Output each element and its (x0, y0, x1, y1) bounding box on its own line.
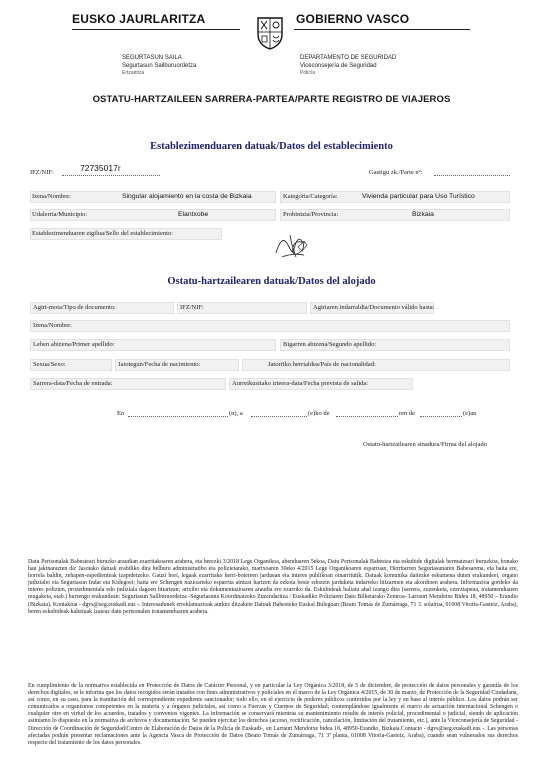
document-title: OSTATU-HARTZAILEEN SARRERA-PARTEA/PARTE REGISTRO DE VIAJEROS (92, 94, 451, 105)
gastigu-label: Gastigu zk./Parte nº: (369, 169, 423, 176)
document-type-label: Agiri-mota/Tipo de documento: (33, 304, 116, 311)
surname2-label: Bigarren abizena/Segundo apellido: (283, 341, 377, 348)
place-de2-label: ren de (399, 410, 416, 417)
province-value: Bizkaia (412, 211, 434, 218)
month-field[interactable] (336, 409, 398, 417)
header-rule-left (72, 29, 240, 30)
guest-section-title: Ostatu-hartzailearen datuak/Datos del alojado (167, 276, 376, 287)
legal-notice-spanish: En cumplimiento de la normativa establecida en Protección de Datos de Carácter Personal, y en particular la Ley Orgánica 3/2018, de 5 de diciembre, de protección de datos personales y garantía de los derechos digitales, se le informa que los datos recogidos serán tratados con fines administrativos y policiales en el marco de la Ley Orgánica 4/2015, de 30 de marzo, de Protección de la Seguridad Ciudadana, así como, en su caso, para la tramitación del correspondiente expediente sancionador; todo ello, en el ejercicio de poderes públicos conferidos por la ley y en base al interés público. Los datos podrán ser comunicados a organismos competentes en la materia y a órganos judiciales, así como a Fuerzas y Cuerpos de Seguridad; contemplándose igualmente el marco de actuación internacional Schengen o cualquier otro en virtud de los acuerdos, tratados y convenios vigentes. La información se conservará mientras su mantenimiento resulte de interés policial, procedimental o judicial, siendo de aplicación asimismo lo dispuesto en la normativa de archivos y documentación. Se pueden ejercitar los derechos (acceso, rectificación, cancelación, limitación del tratamiento, etc.), ante la Viceconsejería de Seguridad -Dirección de Coordinación de Seguridad/Centro de Elaboración de Datos de la Policía de Euskadi-, en Larrauri Mendotxe bidea 18, 48950-Erandio, Bizkaia.Contacto - dgvs@seg.euskadi.eus -. Las personas afectadas podrán presentar reclamaciones ante la Agencia Vasca de Protección de Datos (Beato Tomás de Zumárraga, 71 3ª planta, 01008 Vitoria-Gasteiz, Araba), cuando sean vulnerados sus derechos respecto del tratamiento de los datos personales. (28, 683, 518, 746)
place-field[interactable] (128, 409, 228, 417)
category-label: Kategoria/Categoría: (283, 193, 338, 200)
guest-nif-label: IFZ/NIF: (180, 304, 204, 311)
dept-es-line-3: Policía (300, 70, 316, 76)
establishment-nif-value: 72735017r (80, 163, 121, 173)
dept-es-line-1: DEPARTAMENTO DE SEGURIDAD (300, 55, 397, 61)
surname1-label: Lehen abizena/Primer apellido: (33, 341, 115, 348)
dept-eu-line-3: Ertzaintza (122, 70, 145, 76)
department-spanish (300, 55, 396, 78)
birthdate-label: Jaiotegun/Fecha de nacimiento: (118, 361, 201, 368)
municipality-value: Elantxobe (178, 211, 209, 218)
guest-name-label: Izena/Nombre: (33, 322, 72, 329)
year-field[interactable] (420, 409, 462, 417)
establishment-nif-label: IFZ/NIF: (30, 169, 54, 176)
place-en-label: En (117, 410, 125, 417)
stamp-label: Establezimenduaren zigilua/Sello del establecimiento: (32, 230, 173, 237)
place-a-label: (n), a (229, 410, 243, 417)
sex-label: Sexua/Sexo: (33, 361, 66, 368)
place-end-label: (e)an (463, 410, 477, 417)
guest-signature-label: Ostatu-hartzailearen sinadura/Firma del alojado (363, 441, 487, 448)
gastigu-field[interactable] (434, 168, 510, 176)
establishment-name-label: Izena/Nombre: (32, 193, 71, 200)
establishment-section-title: Establezimenduaren datuak/Datos del establecimiento (150, 141, 393, 152)
dept-eu-line-2: Segurtasun Sailburuordetza (122, 62, 197, 69)
exit-date-label: Aurreikusitako irteera-data/Fecha prevista de salida: (232, 380, 369, 387)
guest-name-field[interactable] (30, 320, 510, 332)
document-validity-label: Agiriaren indarraldia/Documento válido hasta: (313, 304, 435, 311)
dept-eu-line-1: SEGURTASUN SAILA (122, 55, 182, 61)
dept-es-line-2: Viceconsejería de Seguridad (300, 62, 377, 69)
coat-of-arms-icon (250, 12, 290, 52)
establishment-name-value: Singular alojamiento en la costa de Bizkaia (122, 193, 252, 200)
nationality-label: Jatorriko herrialdea/País de nacionalidad: (268, 361, 376, 368)
place-de1-label: (e)ko de (308, 410, 330, 417)
legal-notice-basque: Datu Pertsonalak Babesteari buruzko araudian ezarritakoaren arabera, eta berezki 3/2018 Lege Organikoa, abenduaren 5ekoa, Datu Pertsonalak Babestea eta eskubide digitalak bermatzeari buruzkoa, honako hau jakinarazten da: Jasotako datuak erabiliko dira helburu administratibo eta polizietarako, martxoaren 30eko 4/2015 Lege Organikoaren esparruan, Herritarren Segurtasunaren Babesarena, eta baita ere, horrela baldin, zehapen-espedienteak izapidetzeko. Gauzi horí, legaak ezarritako herri-botereen jarduean eta interes publikoan oinarritutik. Datuak komunika daitezke eskumena duten erakundeei, organo judizialei eta Segurtasun Indar eta Kidegoei; baita ere Schengen nazioarteko esparrua aintzat hartzen da ezkota beste edozein jarduketa indarreko hitzarmen eta akordioen arabera. Informazioa gordeko da interes polizien, prozedimentala edo judiziala dagoen bitartean; artxibo eta dokumentazioaren araudia ere ezarriko da. Eskubideak baliatu ahal izango dira (sarrera, zuzenketa, ezerztapena, tratamenduaren mugaketa, etab.) hurrengo erakundean: Segurtasun Sailburuordetza -Segurtasuna Koordinatzeko Zuzendaritza / Euskadiko Poliziaren Datu Bilketarako Zentroa- Larrauri Mendotxe Bidea 18, 48950 – Erandio (Bizkaia). Kontaktua - dgvs@seg.euskadi.eus -. Interesadunek erreklamazioak aurkez ditzakete Datuak Babesteko Euskal Bulegoan (Beato Tomás de Zumárraga, 71 3. solairua, 01008 Vitoria-Gasteiz, Araba), beren eskubideak kaltetuak izateaz datu pertsonalen tratamenduaren arabera. (28, 559, 518, 615)
document-header (0, 12, 543, 76)
day-field[interactable] (251, 409, 307, 417)
department-basque (122, 55, 196, 78)
municipality-label: Udalerria/Municipio: (32, 211, 88, 218)
brand-eusko-jaurlaritza: EUSKO JAURLARITZA (72, 12, 206, 26)
category-value: Vivienda particular para Uso Turístico (362, 193, 475, 200)
brand-gobierno-vasco: GOBIERNO VASCO (296, 12, 410, 26)
entry-date-label: Sarrera-data/Fecha de entrada: (33, 380, 113, 387)
province-label: Probintzia/Provincia: (283, 211, 339, 218)
header-rule-right (294, 29, 470, 30)
establishment-signature-icon (268, 229, 318, 263)
